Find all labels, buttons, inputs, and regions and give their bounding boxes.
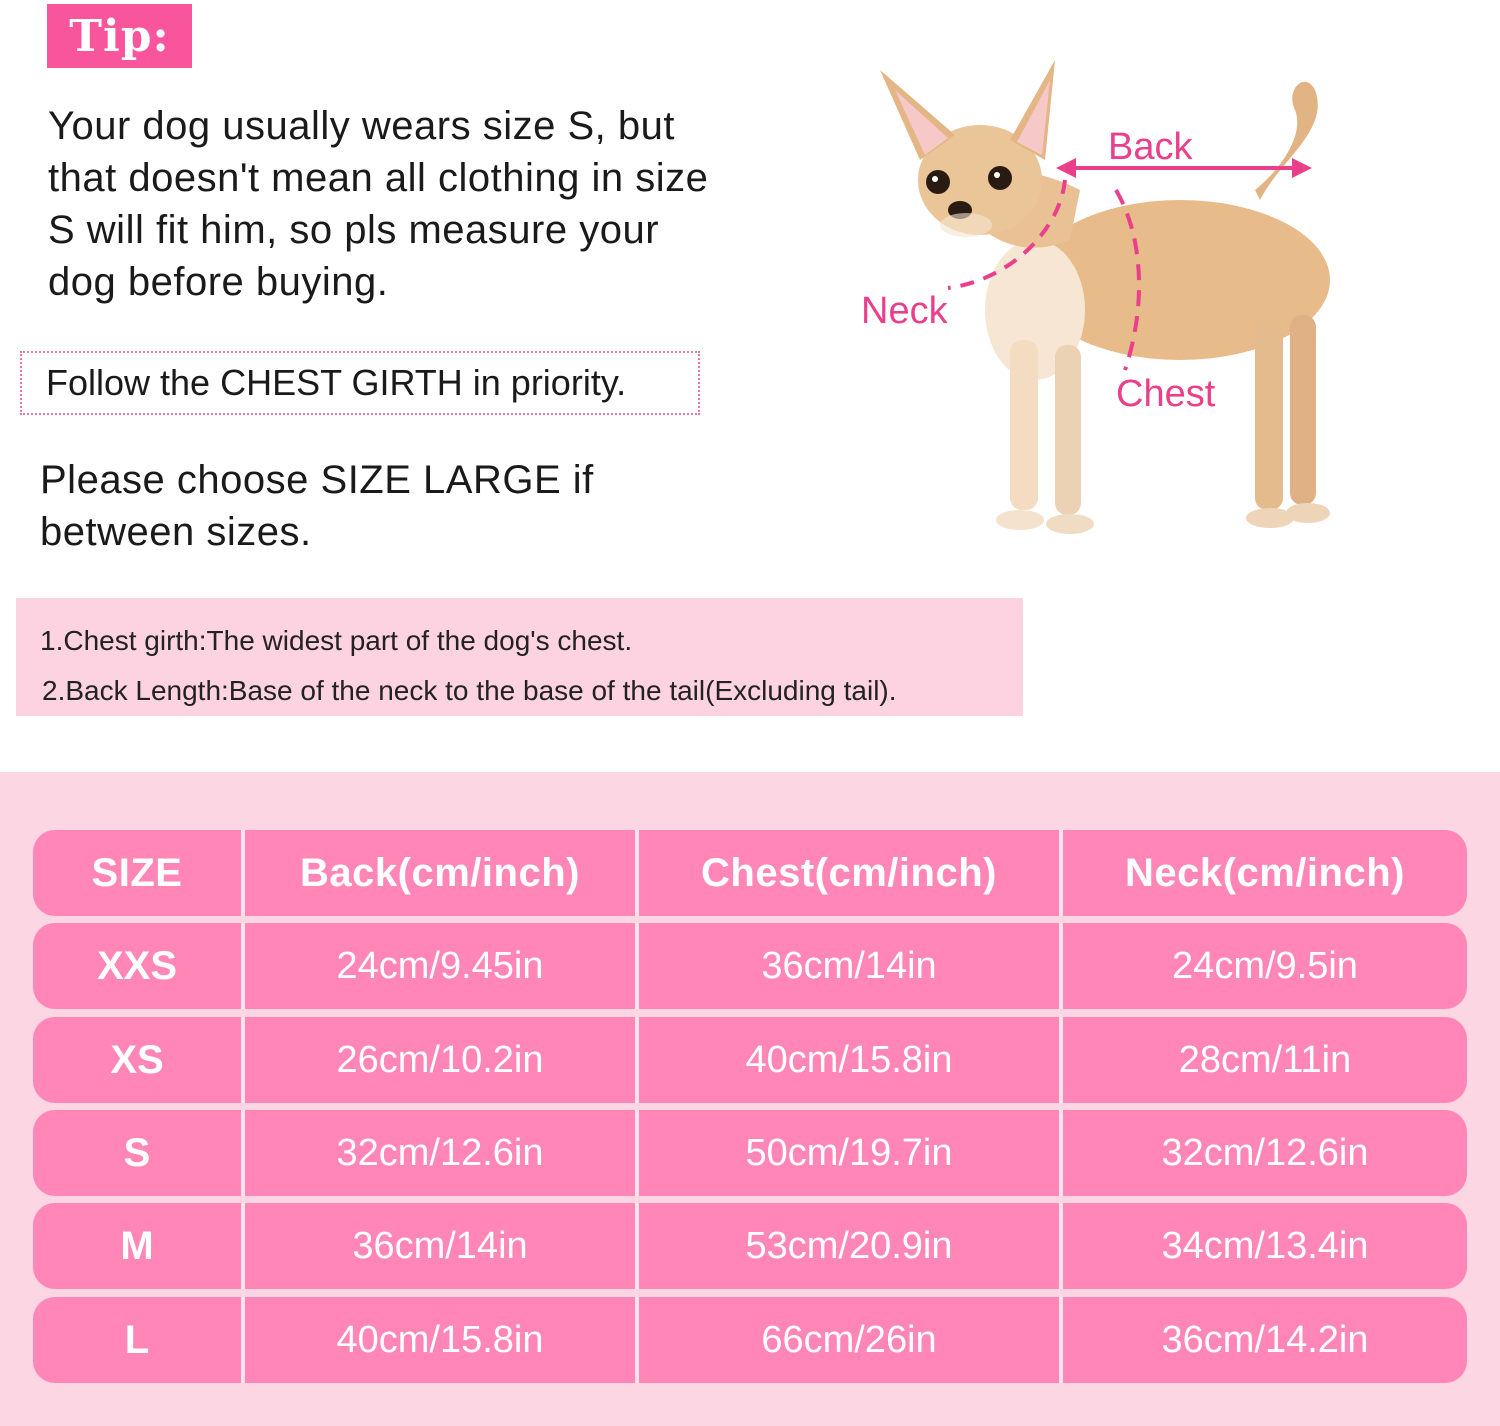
table-row [33,1297,1467,1383]
size-cell: XXS [96,943,178,988]
measurement-notes [16,598,1023,716]
tip-badge: Tip: [47,4,192,68]
size-cell: S [123,1130,151,1175]
back-cell: 36cm/14in [241,1203,635,1289]
priority-note: Follow the CHEST GIRTH in priority. [20,351,700,415]
header-chest: Chest(cm/inch) [635,830,1059,916]
back-cell: 40cm/15.8in [241,1297,635,1383]
header-size: SIZE [91,850,183,895]
size-cell: L [124,1317,150,1362]
neck-cell: 24cm/9.5in [1059,923,1467,1009]
chest-cell: 66cm/26in [635,1297,1059,1383]
chest-cell: 40cm/15.8in [635,1017,1059,1103]
between-sizes-note: Please choose SIZE LARGE if between sizes. [40,458,594,554]
back-cell: 32cm/12.6in [241,1110,635,1196]
table-row [33,1110,1467,1196]
size-cell: XS [110,1037,164,1082]
neck-label: Neck [861,290,948,332]
back-label: Back [1108,126,1193,168]
chest-cell: 36cm/14in [635,923,1059,1009]
size-cell: M [120,1223,154,1268]
tip-text: Your dog usually wears size S, but that doesn't mean all clothing in size S will fit him, so pls measure your dog before buying. [48,104,709,304]
chest-cell: 50cm/19.7in [635,1110,1059,1196]
table-row [33,923,1467,1009]
table-header-row [33,830,1467,916]
note-back-length: 2.Back Length:Base of the neck to the base of the tail(Excluding tail). [42,675,897,706]
back-cell: 26cm/10.2in [241,1017,635,1103]
neck-cell: 32cm/12.6in [1059,1110,1467,1196]
header-neck: Neck(cm/inch) [1059,830,1467,916]
neck-cell: 34cm/13.4in [1059,1203,1467,1289]
neck-cell: 36cm/14.2in [1059,1297,1467,1383]
neck-cell: 28cm/11in [1059,1017,1467,1103]
table-row [33,1203,1467,1289]
back-cell: 24cm/9.45in [241,923,635,1009]
chest-cell: 53cm/20.9in [635,1203,1059,1289]
table-row [33,1017,1467,1103]
chest-label: Chest [1116,373,1216,415]
header-back: Back(cm/inch) [241,830,635,916]
note-chest-girth: 1.Chest girth:The widest part of the dog's chest. [40,625,633,656]
